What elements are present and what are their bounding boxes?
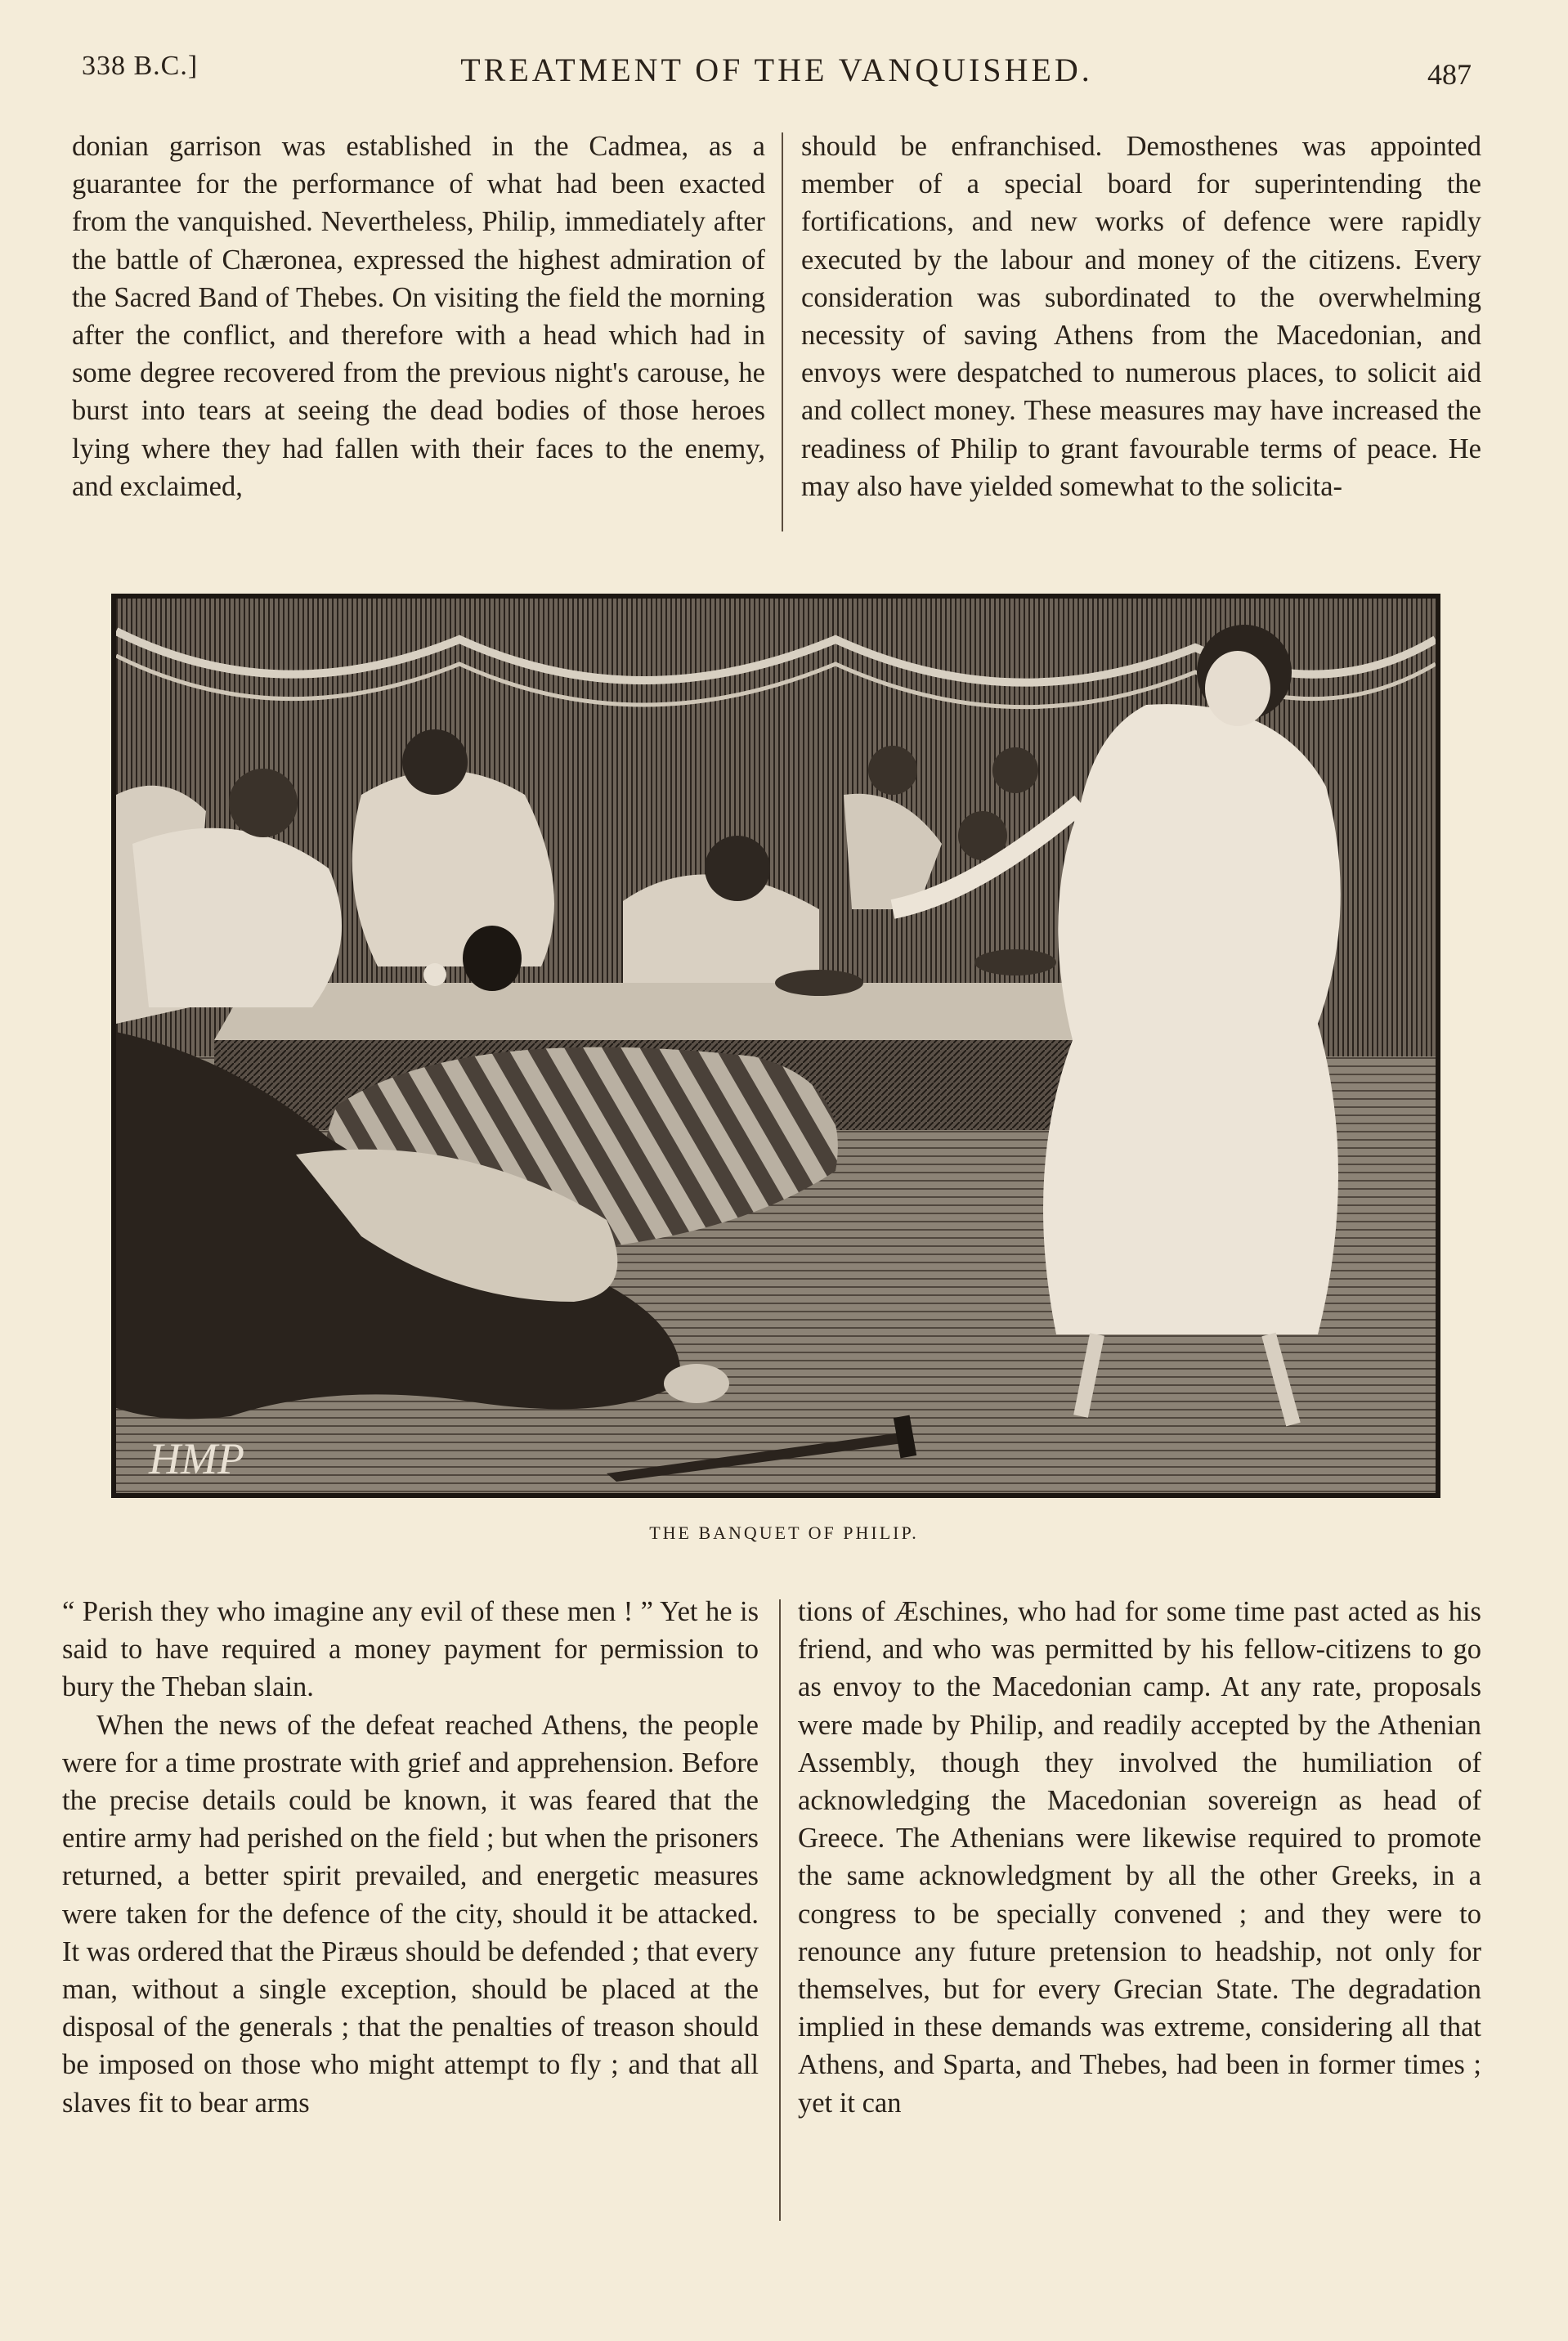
figure-caption: THE BANQUET OF PHILIP. bbox=[649, 1523, 919, 1543]
banquet-illustration bbox=[111, 594, 1440, 1498]
top-left-column bbox=[72, 128, 765, 505]
bottom-right-column bbox=[798, 1593, 1481, 2122]
page-number: 487 bbox=[1427, 58, 1472, 91]
column-divider bbox=[779, 1599, 781, 2221]
header-date: 338 B.C.] bbox=[82, 51, 199, 81]
paragraph: should be enfranchised. Demosthenes was appointed member of a special board for superintending the fortifications, and new works of defence were rapidly executed by the labour and money of the citizens. Every consideration was subordinated to the overwhelming necessity of saving Athens from the Macedonian, and envoys were despatched to numerous places, to solicit aid and collect money. These measures may have increased the readiness of Philip to grant favourable terms of peace. He may also have yielded somewhat to the solicita- bbox=[801, 131, 1481, 502]
paragraph: tions of Æschines, who had for some time past acted as his friend, and who was permitted by his fellow-citizens to go as envoy to the Macedonian camp. At any rate, proposals were made by Philip, and readily accepted by the Athenian Assembly, though they involved the humiliation of acknowledging the Macedonian sovereign as head of Greece. The Athenians were likewise required to promote the same acknowledgment by all the other Greeks, in a congress to be specially convened ; and they were to renounce any future pretension to headship, not only for themselves, but for every Grecian State. The degradation implied in these demands was extreme, considering all that Athens, and Sparta, and Thebes, had been in former times ; yet it can bbox=[798, 1596, 1481, 2119]
paragraph: When the news of the defeat reached Athens, the people were for a time prostrate with grief and apprehension. Before the precise details could be known, it was feared that the entire army had perished on the field ; but when the prisoners returned, a better spirit prevailed, and energetic measures were taken for the defence of the city, should it be attacked. It was ordered that the Piræus should be defended ; that every man, without a single exception, should be placed at the disposal of the generals ; that the penalties of treason should be imposed on those who might attempt to fly ; and that all slaves fit to bear arms bbox=[62, 1709, 759, 2119]
header-title: TREATMENT OF THE VANQUISHED. bbox=[460, 52, 1093, 88]
paragraph: donian garrison was established in the Cadmea, as a guarantee for the performance of what had been exacted from the vanquished. Nevertheless, Philip, immediately after the battle of Chæronea, expressed the highest admiration of the Sacred Band of Thebes. On visiting the field the morning after the conflict, and therefore with a head which had in some degree recovered from the previous night's carouse, he burst into tears at seeing the dead bodies of those heroes lying where they had fallen with their faces to the enemy, and exclaimed, bbox=[72, 131, 765, 502]
paragraph: “ Perish they who imagine any evil of these men ! ” Yet he is said to have required a money payment for permission to bury the Theban slain. bbox=[62, 1596, 759, 1703]
running-header bbox=[82, 47, 1472, 96]
engraving-artwork bbox=[116, 599, 1436, 1493]
top-right-column bbox=[801, 128, 1481, 505]
artist-monogram: HMP bbox=[149, 1434, 244, 1483]
column-divider bbox=[782, 132, 783, 531]
bottom-left-column bbox=[62, 1593, 759, 2122]
